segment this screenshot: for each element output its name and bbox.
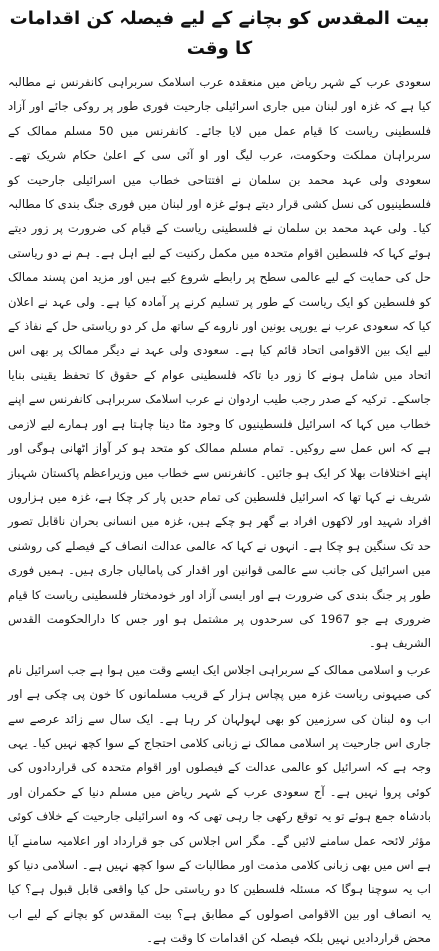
article-headline: بیت المقدس کو بچانے کے لیے فیصلہ کن اقدامات کا وقت (9, 8, 430, 59)
article-paragraph: عرب و اسلامی ممالک کے سربراہی اجلاس ایک ایسے وقت میں ہوا ہے جب اسرائیل نام کی صیہونی ریاست غزہ میں پچاس ہزار کے قریب مسلمانوں کا خون پی چکی ہے اور اب وہ لبنان کی سرزمین کو بھی لہولہان کر رہا ہے۔ ایک سال سے زائد عرصے سے جاری اس جارحیت پر اسلامی ممالک نے زبانی کلامی احتجاج کے سوا کچھ نہیں کیا۔ یہی وجہ ہے کہ اسرائیل کو عالمی عدالت کے فیصلوں اور اقوام متحدہ کی قراردادوں کی کوئی پروا نہیں ہے۔ آج سعودی عرب کے شہر ریاض میں مسلم دنیا کے حکمران اور بادشاہ جمع ہوئے تو یہ توقع رکھی جا رہی تھی کہ وہ اسرائیلی جارحیت کے خلاف کوئی مؤثر لائحہ عمل سامنے لائیں گے۔ مگر اس اجلاس کی جو قرارداد اور اعلامیہ سامنے آیا ہے اس میں بھی زبانی کلامی مذمت اور مطالبات کے سوا کچھ نہیں ہے۔ اسلامی دنیا کو اب یہ سوچنا ہوگا کہ مسئلہ فلسطین کا دو ریاستی حل کیا واقعی قابل قبول ہے؟ کیا یہ انصاف اور بین الاقوامی اصولوں کے مطابق ہے؟ بیت المقدس کو بچانے کے لیے اب محض قراردادیں نہیں بلکہ فیصلہ کن اقدامات کا وقت ہے۔ (8, 662, 431, 946)
article-paragraph: سعودی عرب کے شہر ریاض میں منعقدہ عرب اسلامک سربراہی کانفرنس نے مطالبہ کیا ہے کہ غزہ اور لبنان میں جاری اسرائیلی جارحیت فوری طور پر روکی جائے اور آزاد فلسطینی ریاست کا قیام عمل میں لایا جائے۔ کانفرنس میں 50 مسلم ممالک کے سربراہان مملکت وحکومت، عرب لیگ اور او آئی سی کے اعلیٰ حکام شریک تھے۔ سعودی ولی عہد محمد بن سلمان نے افتتاحی خطاب میں اسرائیلی جارحیت کو فلسطینیوں کی نسل کشی قرار دیتے ہوئے غزہ اور لبنان میں فوری جنگ بندی کا مطالبہ کیا۔ ولی عہد محمد بن سلمان نے فلسطینی ریاست کے قیام کی ضرورت پر زور دیتے ہوئے کہا کہ فلسطین اقوام متحدہ میں مکمل رکنیت کے لیے اہل ہے۔ ہم نے دو ریاستی حل کی حمایت کے لیے عالمی سطح پر رابطے شروع کیے ہیں اور مزید امن پسند ممالک کو فلسطین کو ایک ریاست کے طور پر تسلیم کرنے پر آمادہ کیا ہے۔ ولی عہد نے اعلان کیا کہ سعودی عرب نے یورپی یونین اور ناروے کے ساتھ مل کر دو ریاستی حل کے نفاذ کے لیے ایک بین الاقوامی اتحاد قائم کیا ہے۔ سعودی ولی عہد نے دیگر ممالک پر بھی اس اتحاد میں شامل ہونے کا زور دیا تاکہ فلسطینی عوام کے حقوق کا تحفظ یقینی بنایا جاسکے۔ ترکیہ کے صدر رجب طیب اردوان نے عرب اسلامک سربراہی کانفرنس سے اپنے خطاب میں کہا کہ اسرائیل فلسطینیوں کا وجود مٹا دینا چاہتا ہے اور ہمارے لیے لازمی ہے کہ اس عمل سے روکیں۔ تمام مسلم ممالک کو متحد ہو کر آواز اٹھانی ہوگی اور اپنے اختلافات بھلا کر ایک ہو جائیں۔ کانفرنس سے خطاب میں وزیراعظم پاکستان شہباز شریف نے کہا تھا کہ اسرائیل فلسطین کی تمام حدیں پار کر چکا ہے، غزہ میں ہزاروں افراد شہید اور لاکھوں افراد بے گھر ہو چکے ہیں، غزہ میں انسانی بحران ناقابل تصور حد تک سنگین ہو چکا ہے۔ انہوں نے کہا کہ عالمی عدالت انصاف کے فیصلے کی روشنی میں اسرائیل کی جانب سے عالمی قوانین اور اقدار کی پامالیاں جاری ہیں۔ ہمیں فوری طور پر جنگ بندی کی ضرورت ہے اور ایسی آزاد اور خودمختار فلسطینی ریاست کا قیام ضروری ہے جو 1967 کی سرحدوں پر مشتمل ہو اور جس کا دارالحکومت القدس الشریف ہو۔ (8, 75, 432, 651)
